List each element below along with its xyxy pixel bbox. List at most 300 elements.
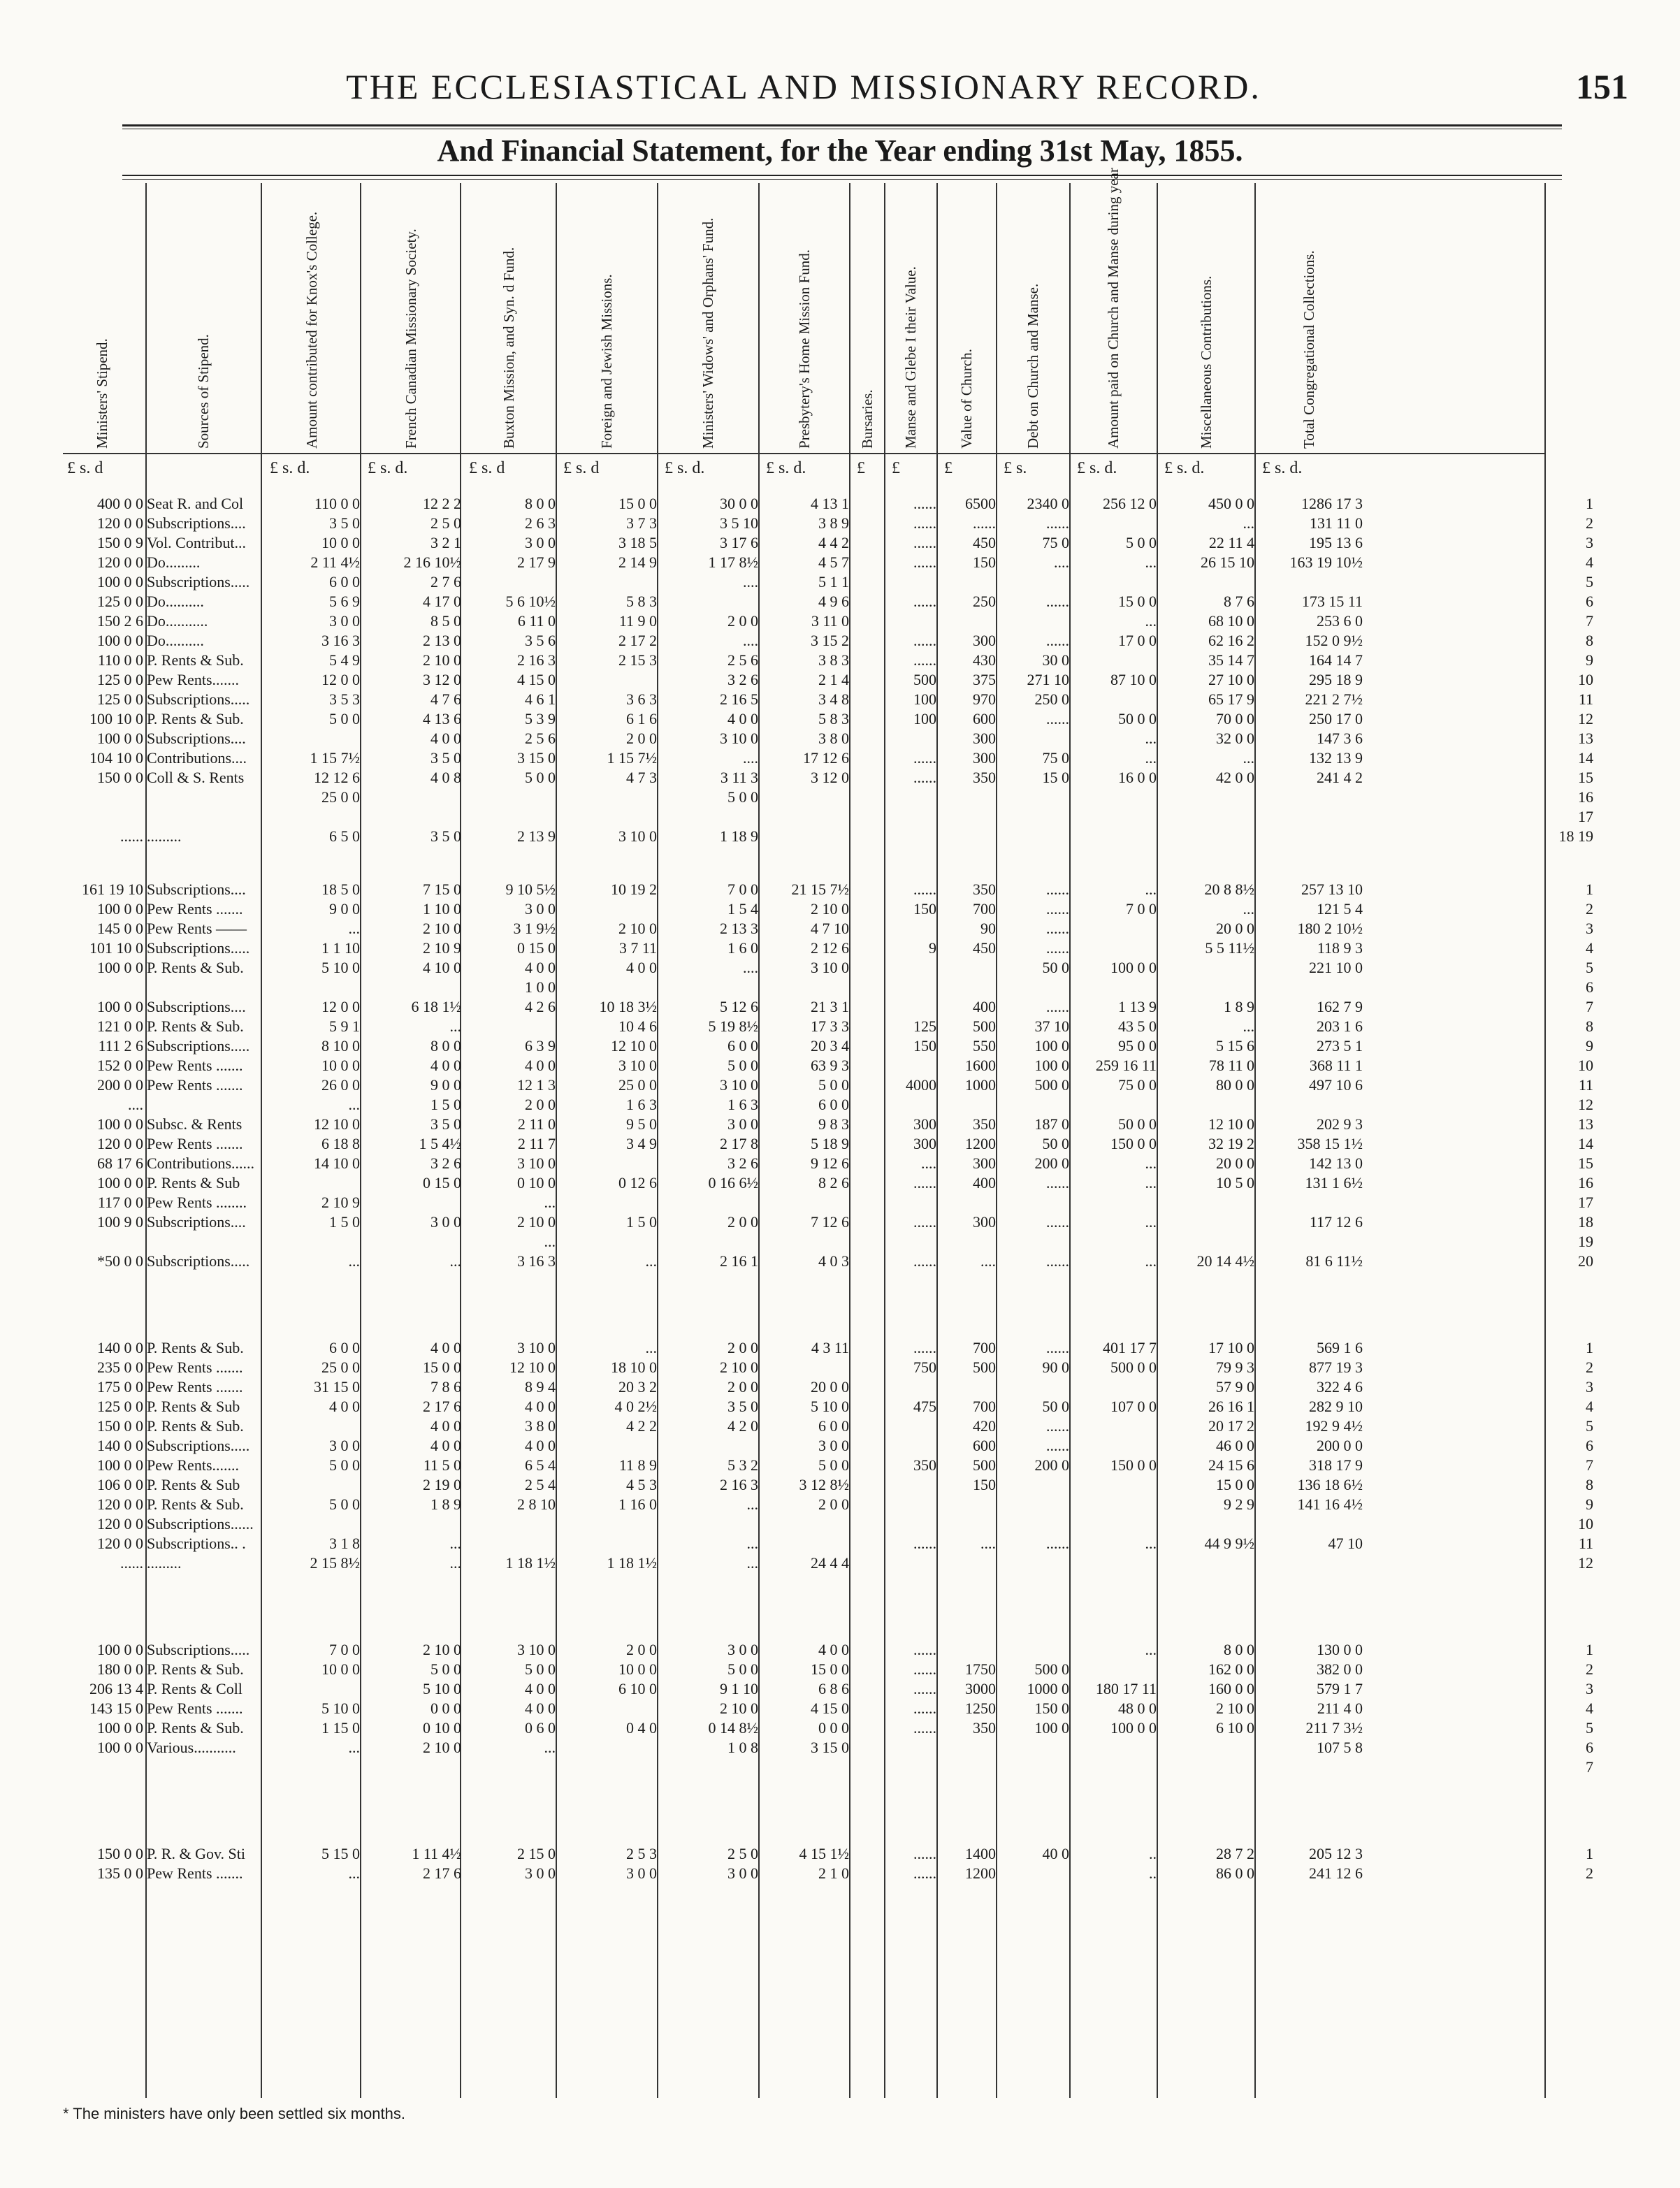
cell-buxton: 2 10 0 [517, 1213, 556, 1231]
cell-debt: 200 0 [1034, 1154, 1069, 1172]
cell-debt: 2340 0 [1027, 495, 1069, 512]
cell-french: 3 5 0 [430, 1115, 461, 1133]
cell-stipend: 125 0 0 [97, 1398, 143, 1415]
cell-widows: 2 0 0 [727, 1213, 758, 1231]
cell-foreign: 1 15 7½ [607, 749, 657, 767]
cell-buxton: 4 0 0 [525, 1057, 556, 1074]
cell-knox: 18 5 0 [321, 881, 360, 898]
cell-widows: 2 0 0 [727, 612, 758, 630]
table-row [63, 1017, 1628, 1036]
cell-paid: ... [1145, 1252, 1157, 1270]
cell-stipend: 100 0 0 [97, 1174, 143, 1191]
unit-label: £ [892, 459, 900, 477]
table-row [63, 1252, 1628, 1271]
unit-label: £ s. d. [368, 459, 408, 477]
cell-manse: ...... [913, 651, 936, 669]
cell-buxton: 2 0 0 [525, 1096, 556, 1113]
cell-stipend: 100 0 0 [97, 573, 143, 591]
cell-french: 1 5 0 [430, 1096, 461, 1113]
cell-source: Contributions.... [147, 749, 247, 767]
cell-french: 1 8 9 [430, 1495, 461, 1513]
cell-misc: 35 14 7 [1208, 651, 1254, 669]
cell-buxton: 2 11 0 [517, 1115, 556, 1133]
cell-foreign: 4 5 3 [626, 1476, 657, 1493]
cell-misc: 450 0 0 [1208, 495, 1254, 512]
cell-foreign: 3 7 3 [626, 514, 657, 532]
cell-knox: 9 0 0 [329, 900, 360, 918]
cell-total: 162 7 9 [1317, 998, 1363, 1015]
cell-home: 3 8 3 [818, 651, 849, 669]
cell-total: 358 15 1½ [1297, 1135, 1363, 1152]
cell-knox: 12 0 0 [321, 671, 360, 688]
cell-source: Subscriptions..... [147, 1641, 250, 1658]
cell-source: P. Rents & Sub. [147, 1719, 244, 1737]
cell-foreign: 10 4 6 [618, 1017, 657, 1035]
cell-source: Pew Rents....... [147, 671, 239, 688]
cell-paid: .. [1149, 1864, 1157, 1882]
table-row [63, 1193, 1628, 1212]
unit-label: £ s. d. [766, 459, 806, 477]
cell-no: 9 [1586, 1037, 1593, 1055]
cell-paid: 259 16 11 [1095, 1057, 1157, 1074]
section-gap [63, 846, 1628, 880]
cell-manse: ...... [913, 1174, 936, 1191]
cell-foreign: 2 5 3 [626, 1845, 657, 1862]
table-row [63, 1758, 1628, 1777]
cell-source: Subscriptions.... [147, 730, 246, 747]
cell-church: 1200 [965, 1135, 996, 1152]
cell-home: 0 0 0 [818, 1719, 849, 1737]
column-header-label: Miscellaneous Contributions. [1197, 275, 1215, 449]
table-row [63, 1417, 1628, 1436]
cell-no: 12 [1578, 1554, 1593, 1572]
cell-misc: 62 16 2 [1208, 632, 1254, 649]
cell-buxton: 3 16 3 [517, 1252, 556, 1270]
cell-foreign: 25 0 0 [618, 1076, 657, 1094]
cell-widows: ... [746, 1554, 758, 1572]
cell-knox: 110 0 0 [314, 495, 360, 512]
cell-stipend: 121 0 0 [97, 1017, 143, 1035]
cell-source: Do......... [147, 553, 201, 571]
cell-paid: 401 17 7 [1103, 1339, 1157, 1356]
cell-no: 6 [1586, 1437, 1593, 1454]
cell-widows: 6 0 0 [727, 1037, 758, 1055]
cell-buxton: 2 15 0 [517, 1845, 556, 1862]
cell-knox: 25 0 0 [321, 788, 360, 806]
cell-french: 11 5 0 [423, 1456, 461, 1474]
cell-buxton: 8 0 0 [525, 495, 556, 512]
cell-no: 5 [1586, 1417, 1593, 1435]
cell-foreign: 0 4 0 [626, 1719, 657, 1737]
cell-stipend: 400 0 0 [97, 495, 143, 512]
cell-church: 600 [973, 710, 996, 727]
cell-buxton: ... [544, 1739, 556, 1756]
cell-total: 132 13 9 [1309, 749, 1363, 767]
table-row [63, 1738, 1628, 1758]
cell-buxton: 4 0 0 [525, 1700, 556, 1717]
cell-source: Do.......... [147, 593, 204, 610]
table-row [63, 1456, 1628, 1475]
cell-source: Pew Rents —— [147, 920, 247, 937]
table-row [63, 572, 1628, 592]
cell-widows: 1 6 0 [727, 939, 758, 957]
cell-total: 118 9 3 [1317, 939, 1363, 957]
cell-misc: 44 9 9½ [1204, 1535, 1254, 1552]
cell-no: 9 [1586, 1495, 1593, 1513]
cell-no: 1 [1586, 881, 1593, 898]
cell-misc: 162 0 0 [1208, 1660, 1254, 1678]
cell-no: 4 [1586, 1700, 1593, 1717]
cell-manse: ...... [913, 1535, 936, 1552]
cell-buxton: 4 0 0 [525, 1437, 556, 1454]
cell-widows: 0 14 8½ [708, 1719, 758, 1737]
cell-total: 81 6 11½ [1305, 1252, 1363, 1270]
section-gap [63, 1777, 1628, 1811]
cell-church: 1400 [965, 1845, 996, 1862]
cell-paid: ... [1145, 1174, 1157, 1191]
cell-no: 2 [1586, 514, 1593, 532]
table-row [63, 1134, 1628, 1154]
cell-foreign: 2 0 0 [626, 730, 657, 747]
subtitle-rule [122, 175, 1562, 176]
cell-widows: 1 5 4 [727, 900, 758, 918]
cell-church: 350 [973, 881, 996, 898]
table-row [63, 1679, 1628, 1699]
table-row [63, 788, 1628, 807]
cell-french: 15 0 0 [423, 1359, 461, 1376]
financial-table [63, 168, 1628, 2098]
cell-buxton: 12 1 3 [517, 1076, 556, 1094]
cell-home: 2 12 6 [811, 939, 849, 957]
cell-total: 273 5 1 [1317, 1037, 1363, 1055]
cell-manse: ...... [913, 881, 936, 898]
cell-foreign: 1 5 0 [626, 1213, 657, 1231]
cell-total: 382 0 0 [1317, 1660, 1363, 1678]
cell-french: 2 10 0 [423, 651, 461, 669]
cell-manse: ...... [913, 1719, 936, 1737]
cell-manse: 9 [929, 939, 936, 957]
cell-total: 195 13 6 [1309, 534, 1363, 551]
cell-buxton: 3 10 0 [517, 1339, 556, 1356]
cell-knox: 3 0 0 [329, 1437, 360, 1454]
unit-label: £ s. d [67, 459, 103, 477]
cell-widows: 1 18 9 [720, 827, 758, 845]
cell-church: 1200 [965, 1864, 996, 1882]
cell-debt: 15 0 [1042, 769, 1069, 786]
cell-foreign: 1 6 3 [626, 1096, 657, 1113]
cell-home: 3 15 2 [811, 632, 849, 649]
cell-manse: ...... [913, 1660, 936, 1678]
cell-stipend: 150 0 0 [97, 1417, 143, 1435]
cell-stipend: 161 19 10 [82, 881, 143, 898]
cell-no: 1 [1586, 1641, 1593, 1658]
cell-buxton: 4 0 0 [525, 1680, 556, 1697]
cell-widows: 5 19 8½ [708, 1017, 758, 1035]
cell-no: 7 [1586, 1758, 1593, 1776]
cell-home: 9 8 3 [818, 1115, 849, 1133]
cell-church: 90 [980, 920, 996, 937]
column-header [93, 197, 111, 449]
cell-no: 2 [1586, 1660, 1593, 1678]
cell-french: 4 7 6 [430, 690, 461, 708]
table-row [63, 1173, 1628, 1193]
cell-foreign: 3 10 0 [618, 1057, 657, 1074]
cell-widows: 3 5 10 [720, 514, 758, 532]
page-subtitle: And Financial Statement, for the Year ending 31st May, 1855. [437, 133, 1243, 168]
cell-knox: 1 5 0 [329, 1213, 360, 1231]
cell-total: 250 17 0 [1309, 710, 1363, 727]
cell-no: 3 [1586, 920, 1593, 937]
cell-source: Do.......... [147, 632, 204, 649]
cell-home: 4 15 1½ [799, 1845, 849, 1862]
cell-source: P. Rents & Sub [147, 1398, 240, 1415]
cell-stipend: 120 0 0 [97, 1135, 143, 1152]
table-row [63, 1212, 1628, 1232]
cell-paid: 100 0 0 [1110, 959, 1157, 976]
cell-knox: 7 0 0 [329, 1641, 360, 1658]
cell-stipend: 120 0 0 [97, 1495, 143, 1513]
cell-home: 4 15 0 [811, 1700, 849, 1717]
cell-debt: ...... [1046, 514, 1069, 532]
subtitle-rule-thin [122, 179, 1562, 180]
table-row [63, 1397, 1628, 1417]
cell-source: Pew Rents ....... [147, 900, 243, 918]
table-row [63, 1154, 1628, 1173]
cell-stipend: 100 0 0 [97, 1115, 143, 1133]
cell-manse: ...... [913, 1864, 936, 1882]
cell-stipend: 68 17 6 [97, 1154, 143, 1172]
cell-church: 420 [973, 1417, 996, 1435]
cell-misc: 70 0 0 [1216, 710, 1254, 727]
cell-church: 350 [973, 1719, 996, 1737]
cell-source: ......... [147, 1554, 182, 1572]
column-header-label: Ministers' Widows' and Orphans' Fund. [700, 217, 716, 449]
cell-widows: 2 16 5 [720, 690, 758, 708]
cell-stipend: 120 0 0 [97, 553, 143, 571]
cell-manse: ...... [913, 1213, 936, 1231]
cell-paid: ... [1145, 881, 1157, 898]
cell-church: .... [980, 1535, 996, 1552]
cell-knox: 25 0 0 [321, 1359, 360, 1376]
table-row [63, 978, 1628, 997]
cell-no: 3 [1586, 1378, 1593, 1396]
cell-widows: .... [743, 573, 758, 591]
cell-no: 7 [1586, 998, 1593, 1015]
cell-home: 5 18 9 [811, 1135, 849, 1152]
cell-manse: ...... [913, 593, 936, 610]
cell-buxton: 5 6 10½ [505, 593, 556, 610]
cell-foreign: 3 18 5 [618, 534, 657, 551]
cell-manse: 4000 [906, 1076, 936, 1094]
cell-no: 13 [1578, 730, 1593, 747]
cell-stipend: 111 2 6 [98, 1037, 143, 1055]
cell-source: P. Rents & Sub. [147, 651, 244, 669]
cell-debt: 75 0 [1042, 749, 1069, 767]
cell-stipend: 125 0 0 [97, 593, 143, 610]
cell-church: 300 [973, 1213, 996, 1231]
cell-debt: ...... [1046, 593, 1069, 610]
cell-stipend: 100 10 0 [89, 710, 143, 727]
cell-church: 250 [973, 593, 996, 610]
column-header [598, 197, 616, 449]
cell-total: 211 7 3½ [1305, 1719, 1363, 1737]
cell-church: 300 [973, 749, 996, 767]
cell-misc: 1 8 9 [1224, 998, 1254, 1015]
cell-total: 295 18 9 [1309, 671, 1363, 688]
table-row [63, 997, 1628, 1017]
cell-french: 3 12 0 [423, 671, 461, 688]
cell-knox: 4 0 0 [329, 1398, 360, 1415]
cell-misc: 8 7 6 [1224, 593, 1254, 610]
cell-paid: ... [1145, 553, 1157, 571]
cell-stipend: 100 0 0 [97, 1719, 143, 1737]
column-header [958, 197, 976, 449]
cell-manse: 100 [913, 690, 936, 708]
running-title: THE ECCLESIASTICAL AND MISSIONARY RECORD. [346, 67, 1261, 106]
cell-widows: 2 13 3 [720, 920, 758, 937]
cell-stipend: 100 0 0 [97, 1739, 143, 1756]
cell-no: 2 [1586, 1359, 1593, 1376]
cell-source: Subscriptions..... [147, 1037, 250, 1055]
cell-home: 4 9 6 [818, 593, 849, 610]
cell-foreign: 4 0 2½ [614, 1398, 657, 1415]
cell-foreign: 20 3 2 [618, 1378, 657, 1396]
cell-source: P. Rents & Sub. [147, 1339, 244, 1356]
section-gap [63, 1271, 1628, 1305]
cell-french: 7 8 6 [430, 1378, 461, 1396]
cell-home: 5 0 0 [818, 1456, 849, 1474]
cell-buxton: 12 10 0 [509, 1359, 556, 1376]
cell-no: 12 [1578, 710, 1593, 727]
cell-french: 5 0 0 [430, 1660, 461, 1678]
cell-debt: ...... [1046, 900, 1069, 918]
cell-total: 147 3 6 [1317, 730, 1363, 747]
cell-widows: 0 16 6½ [708, 1174, 758, 1191]
cell-source: Pew Rents ........ [147, 1194, 247, 1211]
cell-misc: 79 9 3 [1216, 1359, 1254, 1376]
unit-label: £ [944, 459, 953, 477]
table-row [63, 958, 1628, 978]
cell-knox: ... [348, 1096, 360, 1113]
cell-home: 2 1 0 [818, 1864, 849, 1882]
cell-foreign: 3 10 0 [618, 827, 657, 845]
cell-french: 1 10 0 [423, 900, 461, 918]
cell-buxton: ... [544, 1233, 556, 1250]
cell-misc: 26 16 1 [1208, 1398, 1254, 1415]
cell-knox: 3 0 0 [329, 612, 360, 630]
cell-buxton: 2 13 9 [517, 827, 556, 845]
cell-stipend: 150 0 0 [97, 769, 143, 786]
cell-source: Subsc. & Rents [147, 1115, 242, 1133]
cell-stipend: 120 0 0 [97, 514, 143, 532]
cell-paid: 15 0 0 [1118, 593, 1157, 610]
cell-buxton: 4 2 6 [525, 998, 556, 1015]
table-row [63, 939, 1628, 958]
cell-total: 163 19 10½ [1289, 553, 1363, 571]
cell-french: ... [449, 1554, 461, 1572]
cell-foreign: 4 7 3 [626, 769, 657, 786]
column-header-label: Ministers' Stipend. [93, 338, 110, 449]
table-row [63, 1718, 1628, 1738]
table-row [63, 514, 1628, 533]
cell-misc: 15 0 0 [1216, 1476, 1254, 1493]
cell-buxton: 4 15 0 [517, 671, 556, 688]
cell-no: 12 [1578, 1096, 1593, 1113]
cell-home: 3 12 8½ [799, 1476, 849, 1493]
cell-source: P. Rents & Coll [147, 1680, 242, 1697]
column-header-label: Total Congregational Collections. [1301, 250, 1317, 449]
table-row [63, 729, 1628, 748]
cell-no: 6 [1586, 978, 1593, 996]
cell-buxton: ... [544, 1194, 556, 1211]
cell-total: 142 13 0 [1309, 1154, 1363, 1172]
cell-knox: 3 1 8 [329, 1535, 360, 1552]
cell-no: 20 [1578, 1252, 1593, 1270]
table-row [63, 1660, 1628, 1679]
table-row [63, 1095, 1628, 1115]
cell-misc: 20 14 4½ [1196, 1252, 1254, 1270]
table-row [63, 494, 1628, 514]
cell-widows: 7 0 0 [727, 881, 758, 898]
cell-home: 3 4 8 [818, 690, 849, 708]
cell-church: 150 [973, 1476, 996, 1493]
column-header-label: Sources of Stipend. [194, 334, 212, 449]
cell-widows: 1 6 3 [727, 1096, 758, 1113]
column-header [1024, 197, 1042, 449]
cell-manse: 100 [913, 710, 936, 727]
cell-total: 107 5 8 [1317, 1739, 1363, 1756]
cell-widows: 2 16 3 [720, 1476, 758, 1493]
cell-no: 9 [1586, 651, 1593, 669]
cell-home: 24 4 4 [811, 1554, 849, 1572]
cell-stipend: 101 10 0 [89, 939, 143, 957]
cell-french: ... [449, 1535, 461, 1552]
cell-home: 6 0 0 [818, 1096, 849, 1113]
cell-french: 2 5 0 [430, 514, 461, 532]
table-row [63, 670, 1628, 690]
cell-french: ... [449, 1252, 461, 1270]
cell-knox: 5 9 1 [329, 1017, 360, 1035]
cell-debt: .... [1054, 553, 1069, 571]
cell-french: 4 10 0 [423, 959, 461, 976]
cell-widows: 1 17 8½ [708, 553, 758, 571]
cell-buxton: 3 15 0 [517, 749, 556, 767]
cell-no: 8 [1586, 1476, 1593, 1493]
unit-label: £ [857, 459, 865, 477]
cell-home: 8 2 6 [818, 1174, 849, 1191]
cell-home: 5 10 0 [811, 1398, 849, 1415]
cell-misc: 9 2 9 [1224, 1495, 1254, 1513]
cell-home: 17 3 3 [811, 1017, 849, 1035]
cell-home: 4 13 1 [811, 495, 849, 512]
cell-widows: 2 0 0 [727, 1339, 758, 1356]
cell-manse: 750 [913, 1359, 936, 1376]
cell-total: 192 9 4½ [1305, 1417, 1363, 1435]
cell-debt: 100 0 [1034, 1037, 1069, 1055]
cell-stipend: 125 0 0 [97, 690, 143, 708]
cell-source: P. Rents & Sub. [147, 1017, 244, 1035]
cell-misc: 24 15 6 [1208, 1456, 1254, 1474]
cell-foreign: 2 0 0 [626, 1641, 657, 1658]
cell-source: Subscriptions..... [147, 939, 250, 957]
cell-buxton: 3 0 0 [525, 534, 556, 551]
cell-stipend: 145 0 0 [97, 920, 143, 937]
cell-source: Pew Rents ....... [147, 1057, 243, 1074]
cell-stipend: 200 0 0 [97, 1076, 143, 1094]
unit-label: £ s. d [469, 459, 505, 477]
cell-buxton: 3 0 0 [525, 1864, 556, 1882]
cell-source: P. Rents & Sub. [147, 1495, 244, 1513]
